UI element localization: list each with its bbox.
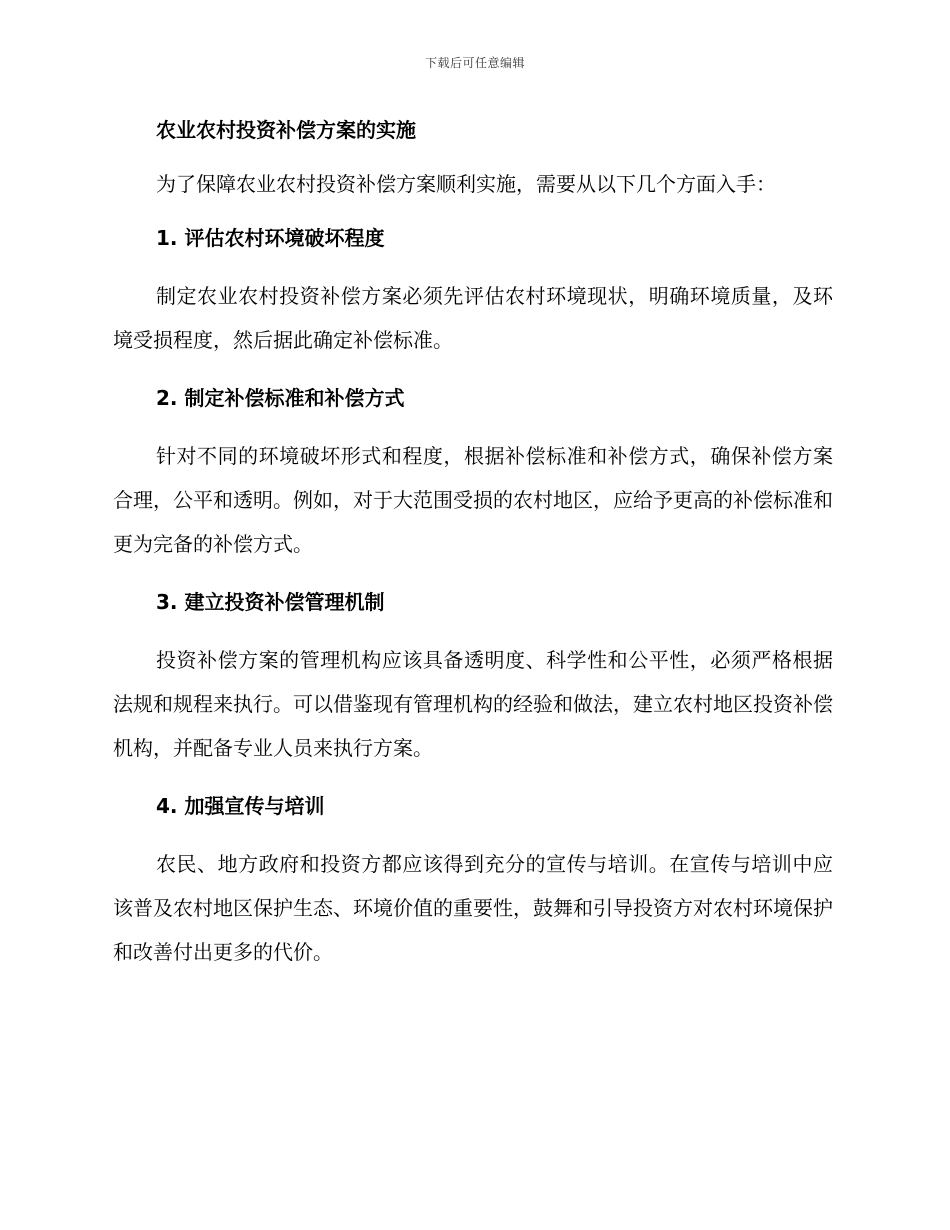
page-header: 下载后可任意编辑 (424, 56, 525, 70)
section-body-4: 农民、地方政府和投资方都应该得到充分的宣传与培训。在宣传与培训中应该普及农村地区保护生态、环境价值的重要性，鼓舞和引导投资方对农村环境保护和改善付出更多的代价。 (113, 852, 833, 964)
section-body-3: 投资补偿方案的管理机构应该具备透明度、科学性和公平性，必须严格根据法规和规程来执行。可以借鉴现有管理机构的经验和做法，建立农村地区投资补偿机构，并配备专业人员来执行方案。 (113, 648, 833, 760)
section-heading-1: 1. 评估农村环境破坏程度 (156, 226, 385, 250)
section-body-2: 针对不同的环境破坏形式和程度，根据补偿标准和补偿方式，确保补偿方案合理，公平和透明。例如，对于大范围受损的农村地区，应给予更高的补偿标准和更为完备的补偿方式。 (113, 444, 833, 556)
section-body-1: 制定农业农村投资补偿方案必须先评估农村环境现状，明确环境质量，及环境受损程度，然后据此确定补偿标准。 (113, 284, 833, 352)
document-title: 农业农村投资补偿方案的实施 (156, 118, 416, 142)
section-heading-2: 2. 制定补偿标准和补偿方式 (156, 386, 405, 410)
intro-paragraph: 为了保障农业农村投资补偿方案顺利实施，需要从以下几个方面入手： (156, 172, 776, 196)
document-content (113, 112, 833, 992)
section-heading-4: 4. 加强宣传与培训 (156, 794, 325, 818)
section-heading-3: 3. 建立投资补偿管理机制 (156, 590, 385, 614)
